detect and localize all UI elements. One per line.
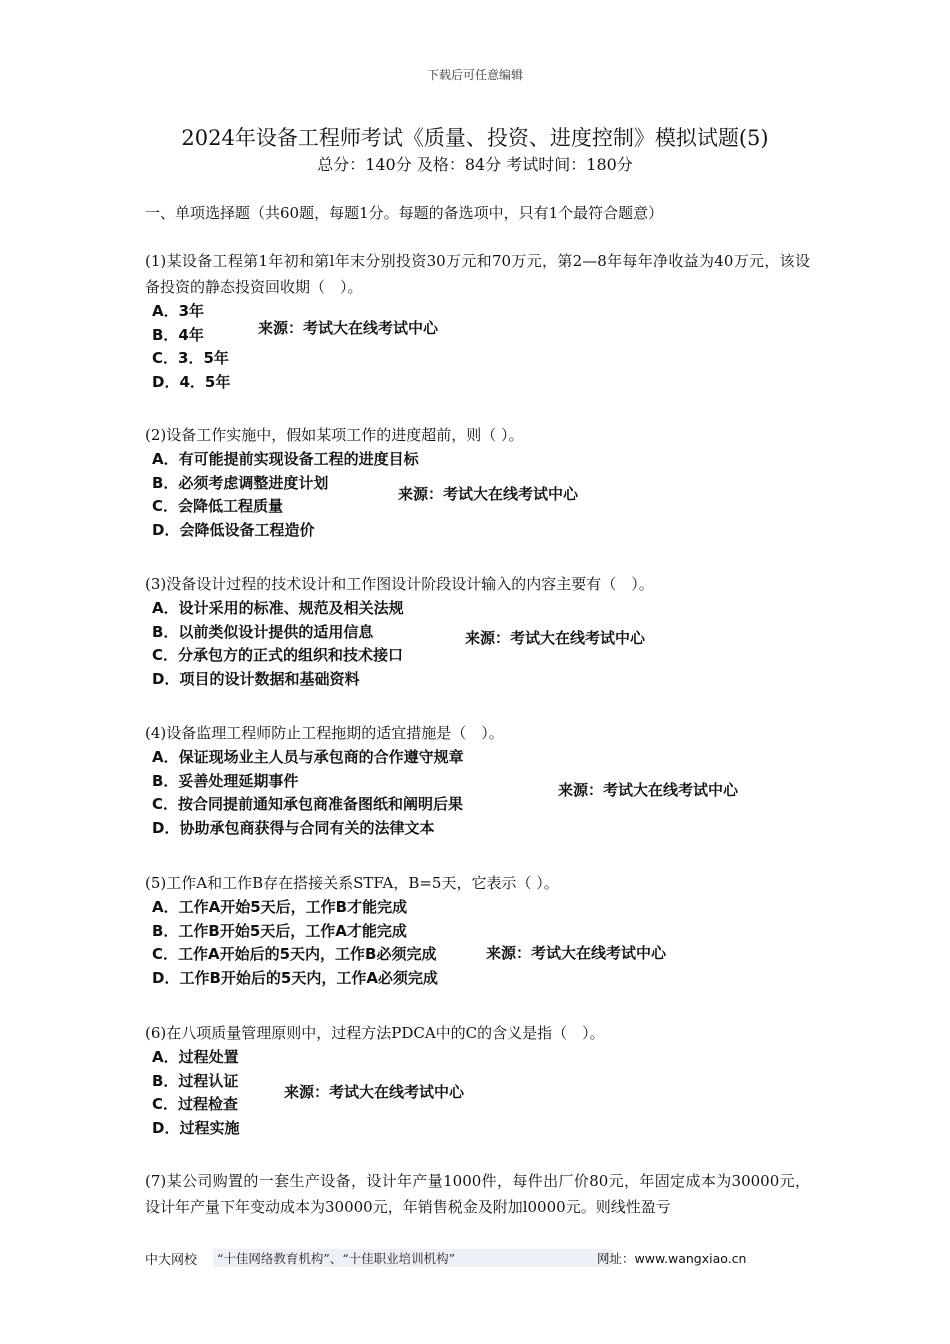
option-d: D．项目的设计数据和基础资料 — [152, 669, 360, 688]
section-heading: 一、单项选择题（共60题，每题1分。每题的备选项中，只有1个最符合题意） — [145, 204, 664, 222]
footer-org: 中大网校 — [145, 1253, 198, 1268]
option-a: A．3年 — [152, 302, 205, 320]
option-d: D．4．5年 — [152, 372, 231, 391]
source-label: 来源：考试大在线考试中心 — [284, 1083, 465, 1101]
footer-mottos: “十佳网络教育机构”、“十佳职业培训机构” — [213, 1249, 612, 1267]
exam-info: 总分：140分 及格：84分 考试时间：180分 — [317, 155, 633, 174]
source-label: 来源：考试大在线考试中心 — [398, 485, 579, 503]
source-label: 来源：考试大在线考试中心 — [465, 629, 646, 647]
question-5 — [145, 870, 810, 990]
option-d: D．会降低设备工程造价 — [152, 520, 315, 539]
question-stem: (1)某设备工程第1年初和第l年末分别投资30万元和70万元，第2—8年每年净收益为40万元，该设备投资的静态投资回收期（ ）。 — [145, 252, 810, 296]
page-title: 2024年设备工程师考试《质量、投资、进度控制》模拟试题(5) — [181, 126, 769, 150]
option-a: A．过程处置 — [152, 1048, 239, 1066]
option-b: B．妥善处理延期事件 — [152, 771, 299, 790]
question-7 — [145, 1168, 810, 1220]
option-c: C．按合同提前通知承包商准备图纸和阐明后果 — [152, 795, 464, 813]
option-b: B．工作B开始5天后，工作A才能完成 — [152, 921, 407, 940]
question-stem: (2)设备工作实施中，假如某项工作的进度超前，则（ ）。 — [145, 426, 524, 444]
option-c: C．会降低工程质量 — [152, 497, 284, 515]
option-a: A．保证现场业主人员与承包商的合作遵守规章 — [152, 748, 464, 766]
page-footer — [145, 1249, 765, 1267]
option-d: D．过程实施 — [152, 1118, 240, 1137]
question-stem: (5)工作A和工作B存在搭接关系STFA，B=5天，它表示（ ）。 — [145, 874, 559, 892]
header-note: 下载后可任意编辑 — [426, 68, 523, 82]
question-stem: (7)某公司购置的一套生产设备，设计年产量1000件，每件出厂价80元，年固定成本为30000元，设计年产量下年变动成本为30000元，年销售税金及附加l0000元。则线性盈亏 — [145, 1172, 810, 1216]
source-label: 来源：考试大在线考试中心 — [486, 944, 667, 962]
question-stem: (6)在八项质量管理原则中，过程方法PDCA中的C的含义是指（ ）。 — [145, 1024, 605, 1042]
option-c: C．分承包方的正式的组织和技术接口 — [152, 646, 404, 664]
option-b: B．过程认证 — [152, 1071, 239, 1090]
source-label: 来源：考试大在线考试中心 — [558, 781, 739, 799]
option-a: A．工作A开始5天后，工作B才能完成 — [152, 898, 408, 916]
option-b: B．4年 — [152, 325, 204, 344]
question-stem: (3)没备设计过程的技术设计和工作图设计阶段设计输入的内容主要有（ ）。 — [145, 575, 654, 593]
option-d: D．协助承包商获得与合同有关的法律文本 — [152, 818, 435, 837]
source-label: 来源：考试大在线考试中心 — [258, 319, 439, 337]
option-b: B．必须考虑调整进度计划 — [152, 473, 329, 492]
option-a: A．有可能提前实现设备工程的进度目标 — [152, 450, 419, 468]
option-b: B．以前类似设计提供的适用信息 — [152, 622, 374, 641]
question-stem: (4)设备监理工程师防止工程拖期的适宜措施是（ ）。 — [145, 724, 504, 742]
option-c: C．3．5年 — [152, 349, 229, 367]
question-6 — [145, 1020, 810, 1140]
footer-website: 网址：www.wangxiao.cn — [597, 1251, 747, 1266]
question-2 — [145, 422, 810, 542]
option-c: C．工作A开始后的5天内，工作B必须完成 — [152, 945, 437, 963]
option-c: C．过程检查 — [152, 1095, 239, 1113]
option-d: D．工作B开始后的5天内，工作A必须完成 — [152, 968, 438, 987]
option-a: A．设计采用的标准、规范及相关法规 — [152, 599, 404, 617]
question-1 — [145, 248, 810, 394]
